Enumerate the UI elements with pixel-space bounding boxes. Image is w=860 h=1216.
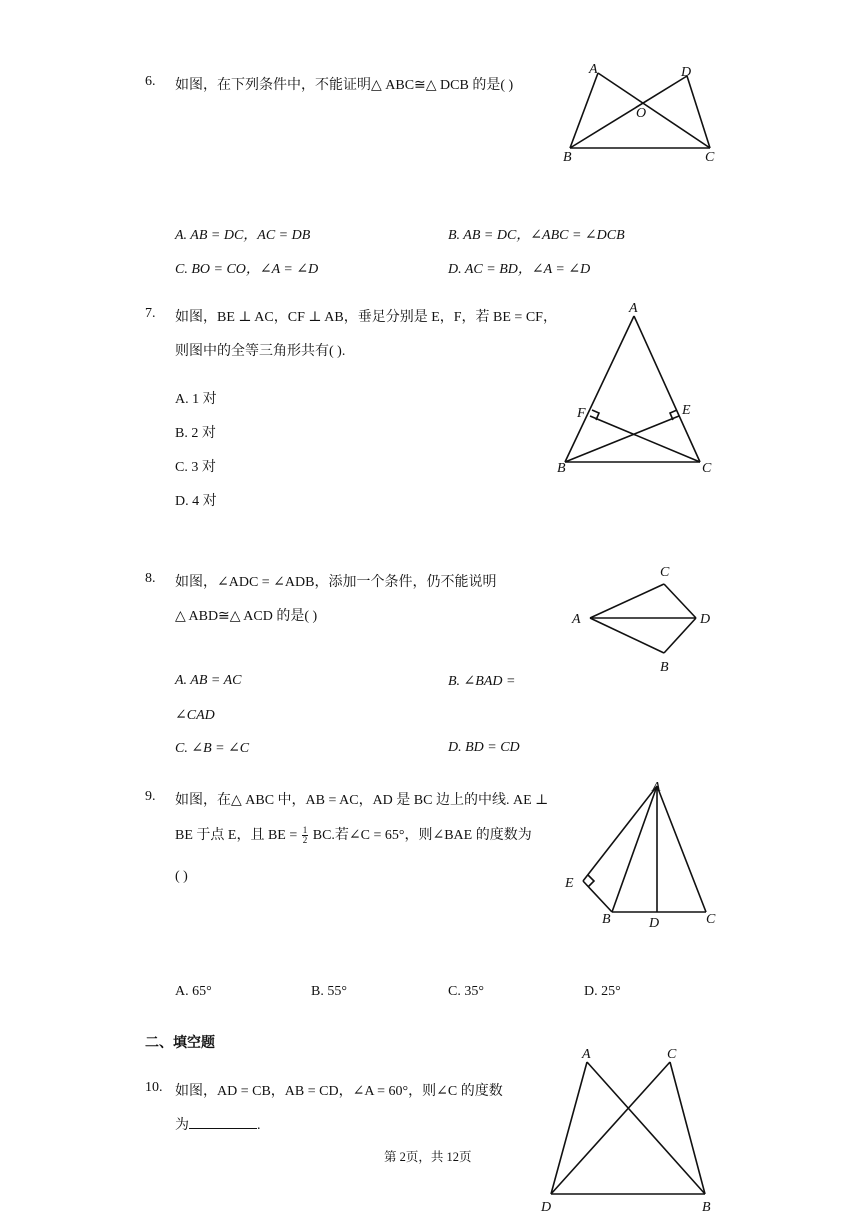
q8-figure <box>566 560 726 680</box>
q8-edge-bd <box>664 618 696 653</box>
q8-stem-line2: △ ABD≅△ ACD 的是( ) <box>175 609 318 624</box>
q7-option-c: C. 3 对 <box>175 460 216 475</box>
q7-edge-ac <box>634 316 700 462</box>
q7-label-f: F <box>577 406 586 421</box>
q6-label-a: A <box>589 62 598 77</box>
q8-edge-ac <box>590 584 664 618</box>
q9-edge-ae <box>583 786 657 881</box>
q6-label-o: O <box>636 106 647 121</box>
q9-label-a: A <box>652 780 661 795</box>
q8-label-a: A <box>572 612 581 627</box>
q9-edge-ab <box>612 786 657 912</box>
section-title: 二、填空题 <box>145 1035 215 1051</box>
q6-number: 6. <box>145 74 156 89</box>
q7-option-d: D. 4 对 <box>175 494 217 509</box>
q7-option-a: A. 1 对 <box>175 392 217 407</box>
q9-frac-den: 2 <box>302 835 308 846</box>
q10-label-d: D <box>541 1200 552 1215</box>
q9-right-angle-e <box>588 875 594 887</box>
q7-label-e: E <box>682 403 691 418</box>
q9-label-d: D <box>649 916 660 931</box>
q9-option-b: B. 55° <box>311 984 347 999</box>
q10-figure <box>535 1040 725 1216</box>
q9-number: 9. <box>145 789 156 804</box>
q6-option-d: D. AC = BD，∠A = ∠D <box>448 262 591 277</box>
q10-stem-line2 <box>175 1114 261 1134</box>
q7-label-a: A <box>629 301 638 316</box>
q7-label-c: C <box>702 461 712 476</box>
q9-stem-line3: ( ) <box>175 869 188 884</box>
q6-option-a: A. AB = DC，AC = DB <box>175 228 311 243</box>
q9-fraction <box>302 826 309 845</box>
q9-edge-ac <box>657 786 706 912</box>
q6-label-c: C <box>705 150 715 165</box>
q8-option-c: C. ∠B = ∠C <box>175 741 250 756</box>
q7-edge-cf <box>590 416 700 462</box>
q6-edge-db <box>570 76 687 148</box>
q9-edge-eb <box>583 881 612 912</box>
q8-option-a: A. AB = AC <box>175 673 242 688</box>
q6-edge-ab <box>570 73 598 148</box>
q10-stem-line2-b: . <box>257 1118 261 1133</box>
q8-edge-ab <box>590 618 664 653</box>
q6-option-b: B. AB = DC，∠ABC = ∠DCB <box>448 228 625 243</box>
q10-answer-blank <box>189 1116 257 1129</box>
q10-stem-line1: 如图，AD = CB，AB = CD，∠A = 60°，则∠C 的度数 <box>175 1084 503 1099</box>
q9-figure <box>560 774 730 934</box>
q9-label-e: E <box>565 876 574 891</box>
q8-number: 8. <box>145 571 156 586</box>
q9-label-b: B <box>602 912 611 927</box>
q9-stem-line1: 如图，在△ ABC 中，AB = AC，AD 是 BC 边上的中线. AE ⊥ <box>175 793 549 808</box>
q8-stem-line1: 如图，∠ADC = ∠ADB，添加一个条件，仍不能说明 <box>175 575 497 590</box>
q10-label-b: B <box>702 1200 711 1215</box>
q8-label-d: D <box>700 612 711 627</box>
q6-figure <box>555 58 730 173</box>
q9-option-a: A. 65° <box>175 984 212 999</box>
q10-label-c: C <box>667 1047 677 1062</box>
q10-number: 10. <box>145 1080 163 1095</box>
q9-frac-num: 1 <box>302 825 308 836</box>
q6-label-b: B <box>563 150 572 165</box>
q7-stem-line2: 则图中的全等三角形共有( ). <box>175 344 346 359</box>
q9-option-d: D. 25° <box>584 984 621 999</box>
q8-edge-cd <box>664 584 696 618</box>
q6-option-c: C. BO = CO，∠A = ∠D <box>175 262 319 277</box>
q8-label-c: C <box>660 565 670 580</box>
q9-stem-line2 <box>175 824 532 845</box>
q7-stem-line1: 如图，BE ⊥ AC，CF ⊥ AB，垂足分别是 E，F，若 BE = CF， <box>175 310 557 325</box>
q7-number: 7. <box>145 306 156 321</box>
q8-label-b: B <box>660 660 669 675</box>
page-footer: 第 2页，共 12页 <box>384 1150 472 1164</box>
q9-stem-line2-b: BC.若∠C = 65°，则∠BAE 的度数为 <box>312 828 532 843</box>
q6-label-d: D <box>681 65 692 80</box>
q7-edge-be <box>565 416 679 462</box>
q8-option-b-cont: ∠CAD <box>175 708 215 723</box>
q6-stem: 如图，在下列条件中，不能证明△ ABC≅△ DCB 的是( ) <box>175 78 514 93</box>
q7-option-b: B. 2 对 <box>175 426 216 441</box>
q9-option-c: C. 35° <box>448 984 484 999</box>
q9-label-c: C <box>706 912 716 927</box>
q7-edge-ab <box>565 316 634 462</box>
q7-label-b: B <box>557 461 566 476</box>
q10-stem-line2-a: 为 <box>175 1118 189 1133</box>
q8-option-b: B. ∠BAD = <box>448 674 516 689</box>
q8-option-d: D. BD = CD <box>448 740 520 755</box>
q7-figure <box>548 296 723 481</box>
q9-stem-line2-a: BE 于点 E，且 BE = <box>175 828 298 843</box>
q6-edge-ac <box>598 73 710 148</box>
q10-label-a: A <box>582 1047 591 1062</box>
q6-edge-dc <box>687 76 710 148</box>
